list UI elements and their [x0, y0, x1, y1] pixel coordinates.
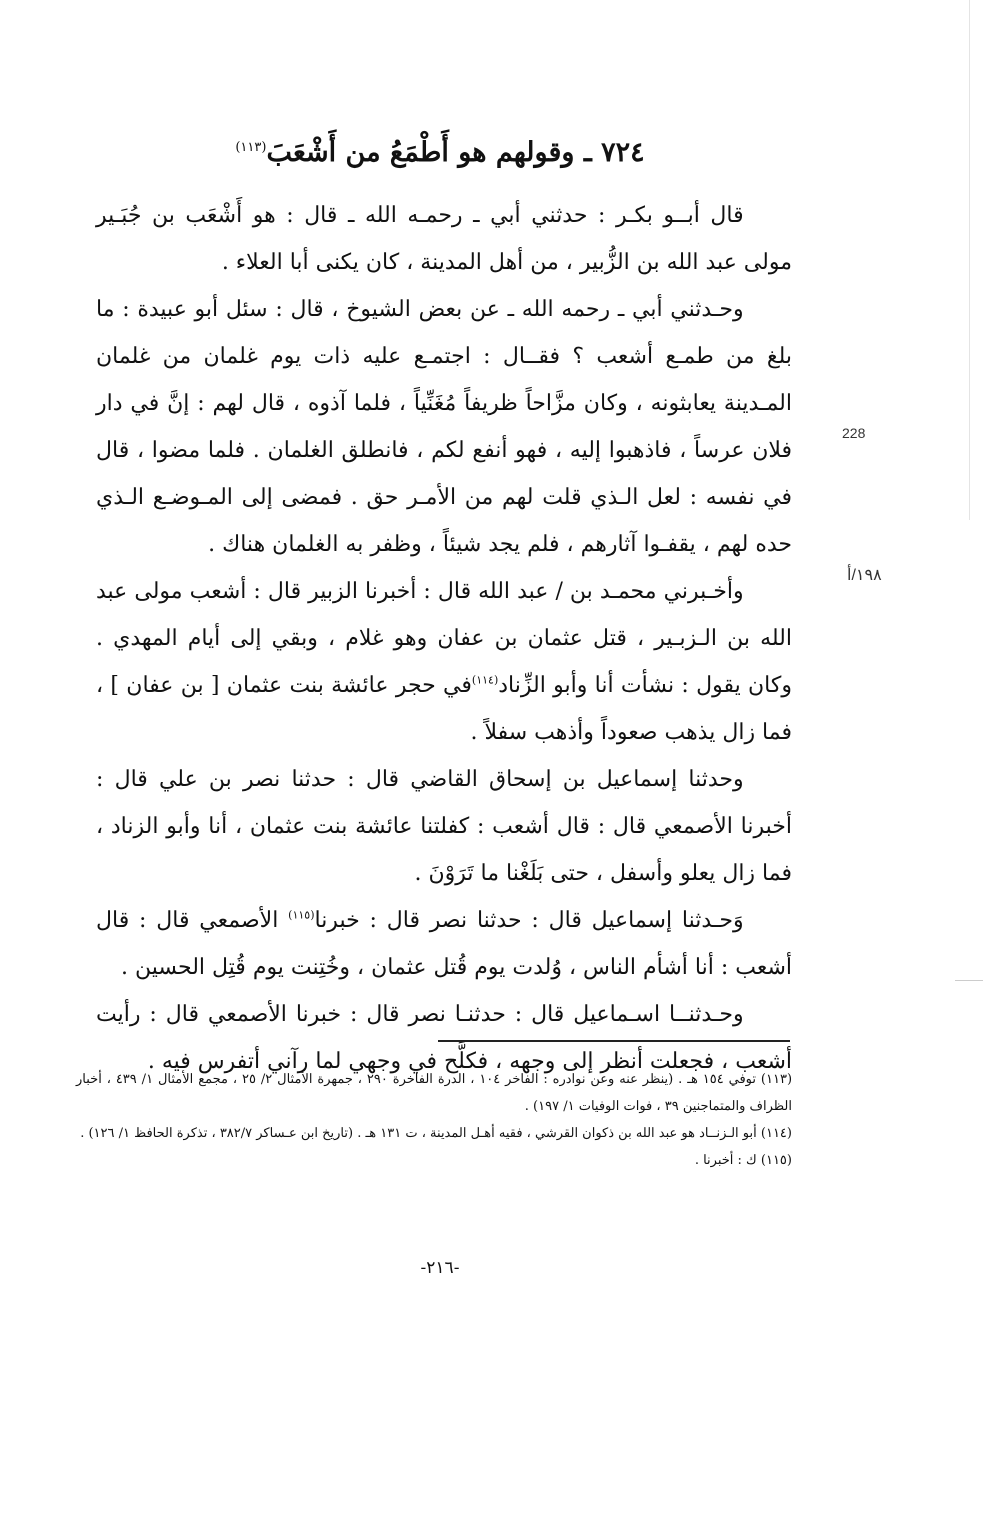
- paragraph-4: وحدثنا إسماعيل بن إسحاق القاضي قال : حدثنا نصر بن علي قال : أخبرنا الأصمعي قال : قال أشعب : كفلتنا عائشة بنت عثمان ، أنا وأبو الزناد ، فما زال يعلو وأسفل ، حتى بَلَغْنا ما تَرَوْنَ .: [96, 767, 792, 886]
- paragraph-2: وحـدثني أبي ـ رحمه الله ـ عن بعض الشيوخ ، قال : سئل أبو عبيدة : ما بلغ من طمـع أشعب ؟ فقــال : اجتمـع عليه ذات يوم غلمان من غلمان المـدينة يعابثونه ، وكان مزَّاحاً ظريفاً مُغَنِّياً ، فلما آذوه ، قال لهم : إنَّ في دار فلان عرساً ، فاذهبوا إليه ، فهو أنفع لكم ، فانطلق الغلمان . فلما مضوا ، قال في نفسه : لعل الـذي قلت لهم من الأمـر حق . فمضى إلى المـوضـع الـذي حده لهم ، يقفـوا آثارهم ، فلم يجد شيئاً ، وظفر به الغلمان هناك .: [96, 297, 792, 557]
- footnote-divider: [438, 1040, 790, 1042]
- footnote-114: (١١٤) أبو الـزنــاد هو عبد الله بن ذكوان القرشي ، فقيه أهـل المدينة ، ت ١٣١ هـ . (تاريخ ابن عـساكر ٣٨٢/٧ ، تذكرة الحافظ ١/ ١٢٦) .: [80, 1126, 792, 1141]
- section-heading-text: ٧٢٤ ـ وقولهم هو أَطْمَعُ من أَشْعَبَ: [266, 137, 645, 168]
- section-heading: [90, 128, 790, 173]
- paragraph-3: وأخـبرني محمـد بن / عبد الله قال : أخبرنا الزبير قال : أشعب مولى عبد الله بن الـزبـير ، قتل عثمان بن عفان وهو غلام ، وبقي إلى أيام المهدي . وكان يقول : نشأت أنا وأبو الزِّناد$^{(١١٤)}$في حجر عائشة بنت عثمان [ بن عفان ] ، فما زال يذهب صعوداً وأذهب سفلاً .: [96, 579, 792, 745]
- body-text: [96, 192, 792, 1085]
- paragraph-6: وحـدثنــا اسـماعيل قال : حدثنـا نصر قال : خبرنا الأصمعي قال : رأيت أشعب ، فجعلت أنظر إلى وجهه ، فكلَّح في وجهي لما رآني أتفرس فيه .: [96, 1002, 792, 1074]
- margin-folio-reference: ١٩٨/أ: [847, 567, 882, 584]
- footnotes: [76, 1066, 792, 1174]
- footnote-ref-113: (١١٣): [235, 140, 267, 155]
- footnote-ref-114: (١١٤): [471, 673, 499, 687]
- page-number: -٢١٦-: [420, 1258, 460, 1278]
- paragraph-5: وَحـدثنا إسماعيل قال : حدثنا نصر قال : خبرنا$^{(١١٥)}$ الأصمعي قال : قال أشعب : أنا أشأم الناس ، وُلدت يوم قُتل عثمان ، وخُتِنت يوم قُتِل الحسين .: [96, 908, 792, 980]
- footnote-113: (١١٣) توفي ١٥٤ هـ . (ينظر عنه وعن نوادره : الفاخر ١٠٤ ، الدرة الفاخرة ٢٩٠ ، جمهرة الأمثال ٢/ ٢٥ ، مجمع الأمثال ١/ ٤٣٩ ، أخبار الظراف والمتماجنين ٣٩ ، فوات الوفيات ١/ ١٩٧) .: [76, 1072, 793, 1114]
- scan-margin-mark: [955, 980, 983, 981]
- scan-edge-shadow: [969, 0, 970, 520]
- footnote-ref-115: (١١٥): [288, 908, 315, 922]
- paragraph-1: قال أبــو بكـر : حدثني أبي ـ رحمـه الله ـ قال : هو أَشْعَب بن جُبَـير مولى عبد الله بن الزُّبير ، من أهل المدينة ، كان يكنى أبا العلاء .: [96, 203, 792, 275]
- footnote-115: (١١٥) ك : أخبرنا .: [694, 1153, 792, 1168]
- margin-page-reference: 228: [842, 425, 866, 441]
